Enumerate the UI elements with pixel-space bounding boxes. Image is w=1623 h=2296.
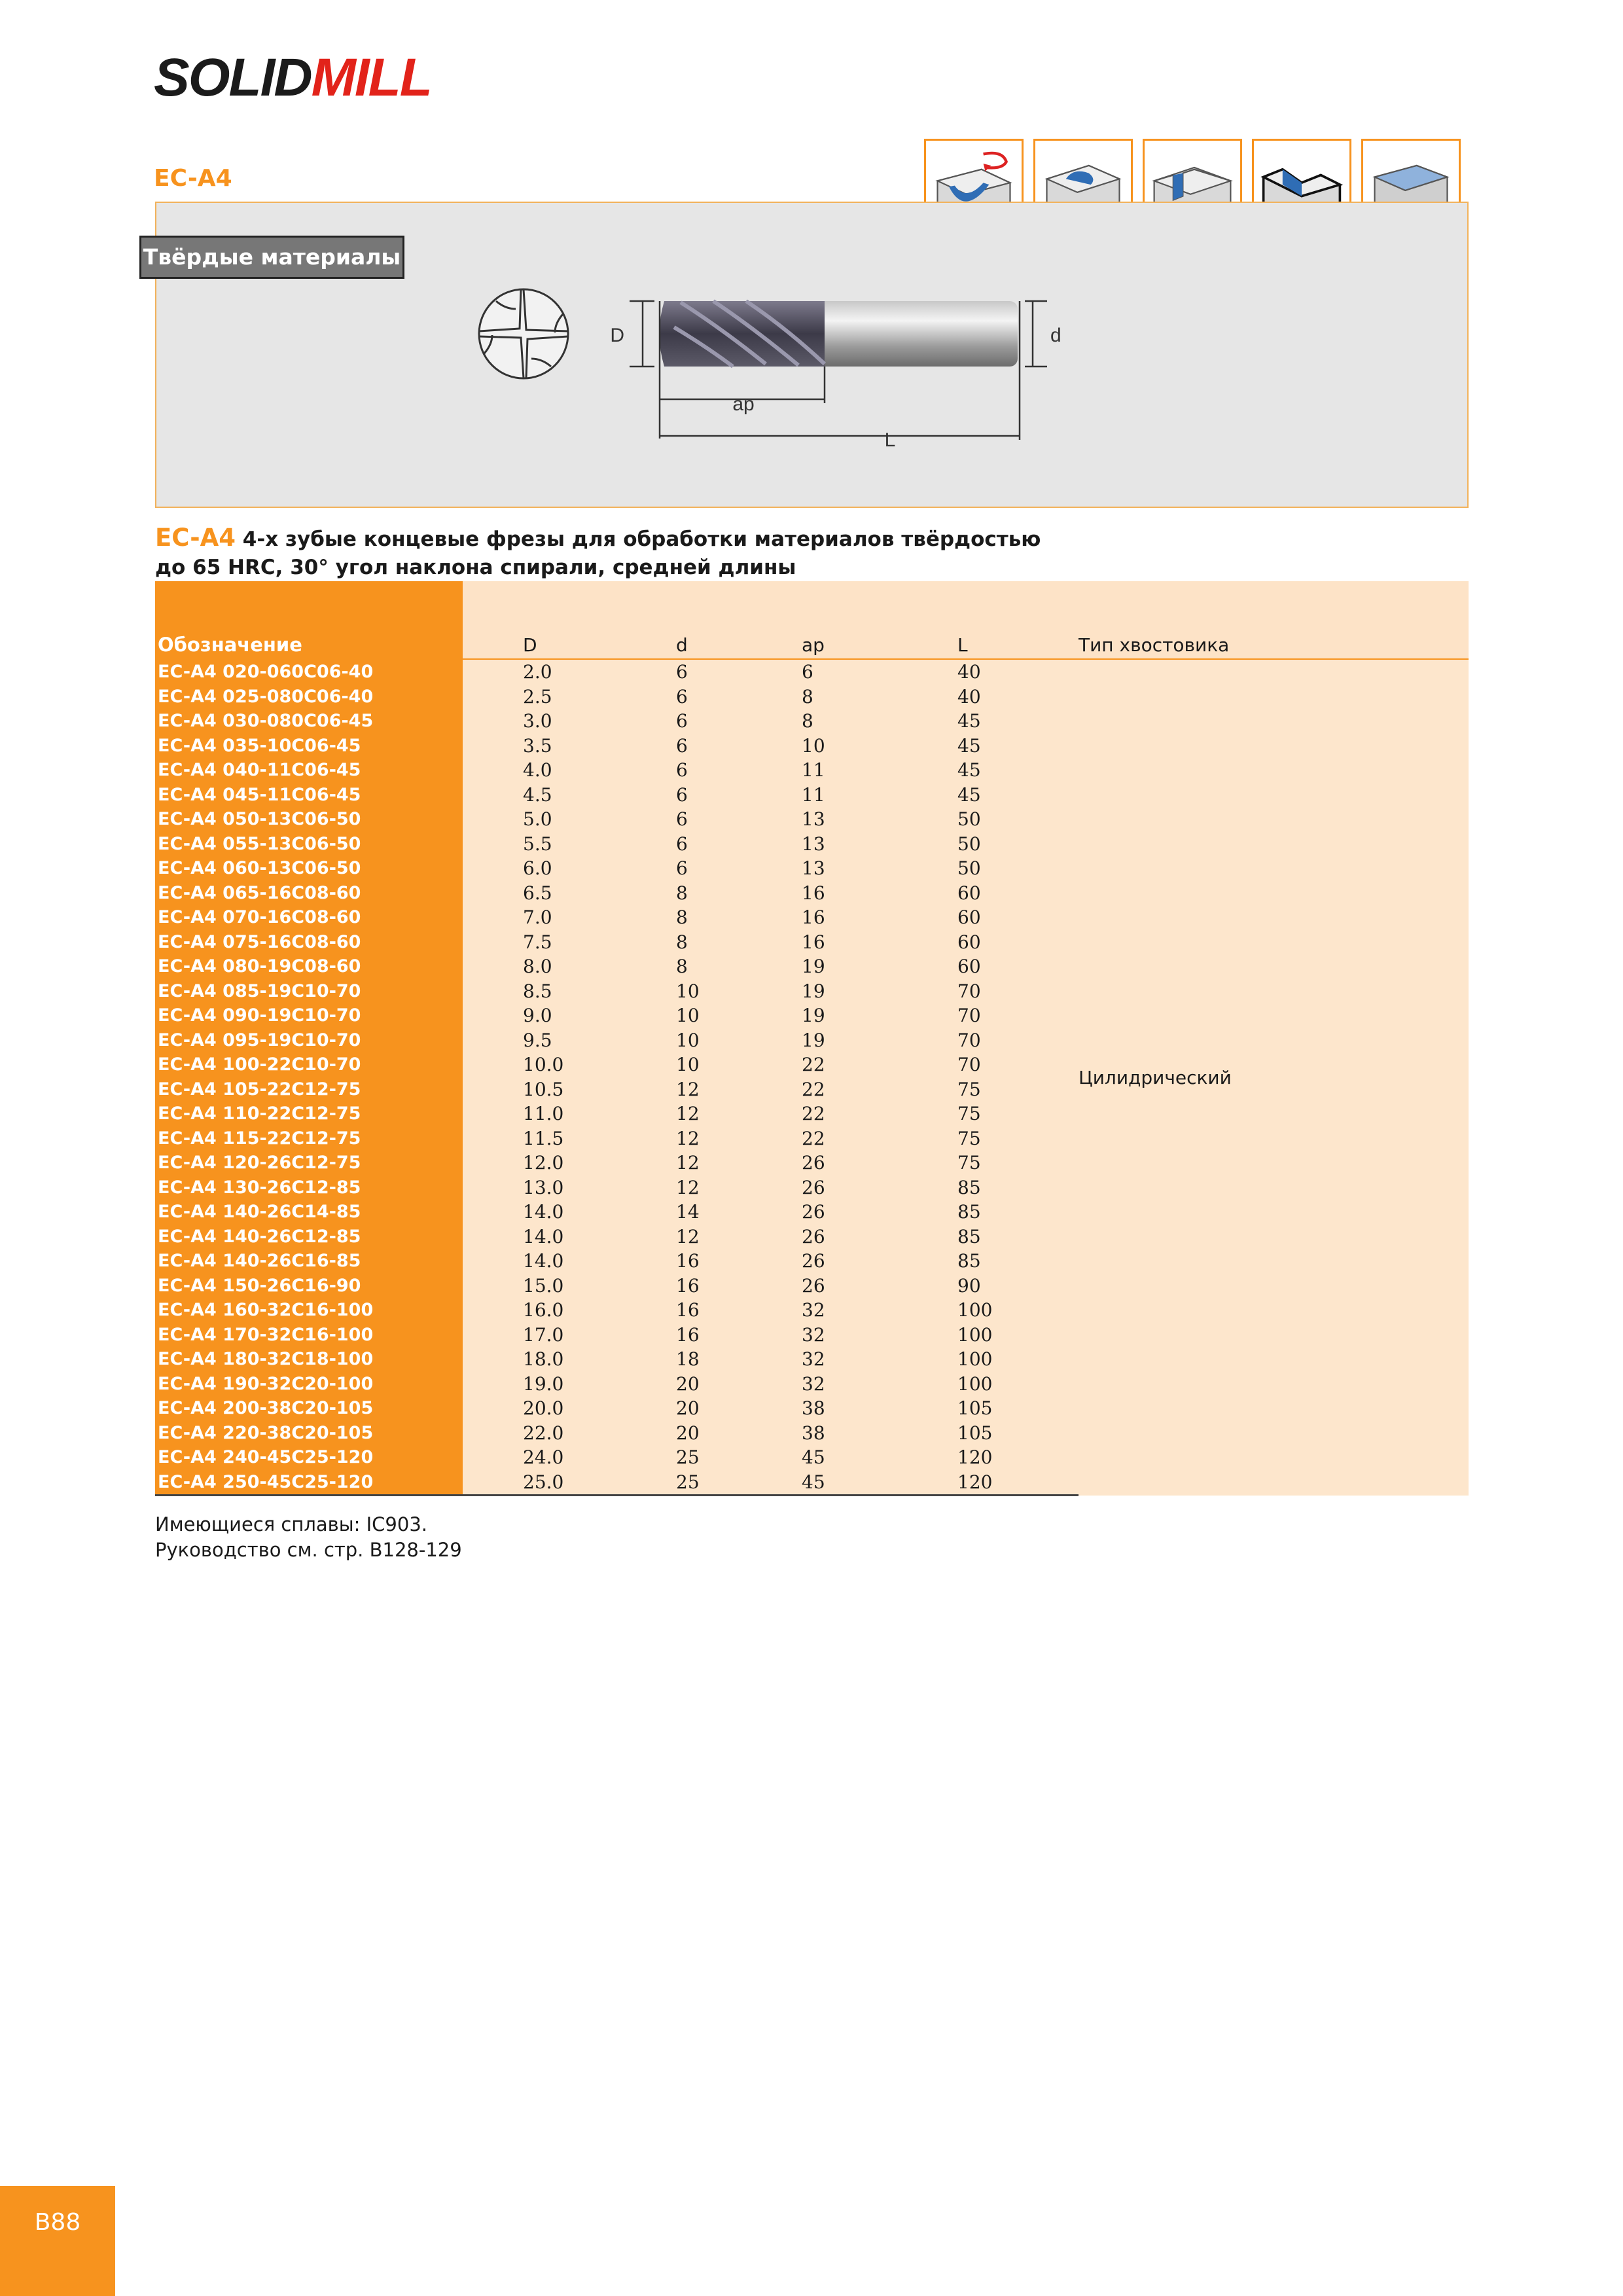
cell-ap: 26 bbox=[802, 1175, 957, 1200]
cell-L: 100 bbox=[957, 1298, 1079, 1323]
brand-logo-part1: SOLID bbox=[154, 48, 312, 107]
cell-d: 16 bbox=[676, 1323, 802, 1348]
cell-d: 6 bbox=[676, 758, 802, 783]
cell-d: 14 bbox=[676, 1200, 802, 1225]
cell-ap: 45 bbox=[802, 1445, 957, 1470]
cell-ap: 32 bbox=[802, 1347, 957, 1372]
dimension-label-d: d bbox=[1050, 325, 1061, 346]
cell-designation: EC-A4 090-19C10-70 bbox=[155, 1003, 463, 1028]
cell-ap: 13 bbox=[802, 807, 957, 832]
cell-designation: EC-A4 115-22C12-75 bbox=[155, 1126, 463, 1151]
cell-L: 100 bbox=[957, 1323, 1079, 1348]
cell-ap: 16 bbox=[802, 881, 957, 906]
cell-d: 10 bbox=[676, 979, 802, 1004]
cell-d: 10 bbox=[676, 1028, 802, 1053]
cell-ap: 45 bbox=[802, 1470, 957, 1496]
cell-D: 2.5 bbox=[463, 685, 676, 709]
cell-L: 45 bbox=[957, 709, 1079, 734]
cell-L: 70 bbox=[957, 1028, 1079, 1053]
cell-ap: 38 bbox=[802, 1396, 957, 1421]
cell-shank-type: Цилидрический bbox=[1079, 659, 1469, 1496]
cell-d: 20 bbox=[676, 1421, 802, 1446]
cell-L: 60 bbox=[957, 881, 1079, 906]
cell-L: 120 bbox=[957, 1445, 1079, 1470]
cell-designation: EC-A4 120-26C12-75 bbox=[155, 1151, 463, 1175]
cell-designation: EC-A4 140-26C12-85 bbox=[155, 1225, 463, 1249]
cell-ap: 22 bbox=[802, 1126, 957, 1151]
cell-D: 5.0 bbox=[463, 807, 676, 832]
cell-designation: EC-A4 190-32C20-100 bbox=[155, 1372, 463, 1397]
cell-D: 8.0 bbox=[463, 954, 676, 979]
cell-d: 12 bbox=[676, 1102, 802, 1126]
cell-D: 11.0 bbox=[463, 1102, 676, 1126]
cell-d: 6 bbox=[676, 709, 802, 734]
cell-designation: EC-A4 180-32C18-100 bbox=[155, 1347, 463, 1372]
cell-designation: EC-A4 100-22C10-70 bbox=[155, 1052, 463, 1077]
dimension-label-L: L bbox=[884, 429, 896, 451]
cell-designation: EC-A4 150-26C16-90 bbox=[155, 1274, 463, 1299]
cell-designation: EC-A4 240-45C25-120 bbox=[155, 1445, 463, 1470]
cell-D: 6.5 bbox=[463, 881, 676, 906]
description-line-1 bbox=[155, 524, 1399, 554]
cell-ap: 19 bbox=[802, 979, 957, 1004]
cell-D: 9.5 bbox=[463, 1028, 676, 1053]
cell-D: 14.0 bbox=[463, 1200, 676, 1225]
cell-D: 13.0 bbox=[463, 1175, 676, 1200]
cell-d: 6 bbox=[676, 659, 802, 685]
cell-L: 40 bbox=[957, 659, 1079, 685]
cell-ap: 26 bbox=[802, 1200, 957, 1225]
cell-d: 6 bbox=[676, 807, 802, 832]
cell-L: 75 bbox=[957, 1126, 1079, 1151]
cell-designation: EC-A4 045-11C06-45 bbox=[155, 783, 463, 808]
cell-d: 16 bbox=[676, 1274, 802, 1299]
cell-L: 85 bbox=[957, 1249, 1079, 1274]
cell-ap: 16 bbox=[802, 930, 957, 955]
cell-L: 50 bbox=[957, 832, 1079, 857]
cell-ap: 19 bbox=[802, 954, 957, 979]
cell-designation: EC-A4 040-11C06-45 bbox=[155, 758, 463, 783]
end-mill-body bbox=[660, 301, 1018, 367]
cell-d: 8 bbox=[676, 881, 802, 906]
cell-ap: 26 bbox=[802, 1225, 957, 1249]
cell-d: 12 bbox=[676, 1175, 802, 1200]
cell-ap: 11 bbox=[802, 758, 957, 783]
cell-ap: 19 bbox=[802, 1028, 957, 1053]
cell-designation: EC-A4 065-16C08-60 bbox=[155, 881, 463, 906]
cell-d: 16 bbox=[676, 1249, 802, 1274]
cell-D: 20.0 bbox=[463, 1396, 676, 1421]
header-shank-type: Тип хвостовика bbox=[1079, 581, 1469, 659]
description-text-1: 4-х зубые концевые фрезы для обработки материалов твёрдостью bbox=[236, 528, 1041, 551]
cell-ap: 26 bbox=[802, 1249, 957, 1274]
cell-L: 70 bbox=[957, 979, 1079, 1004]
cell-designation: EC-A4 170-32C16-100 bbox=[155, 1323, 463, 1348]
cell-L: 50 bbox=[957, 856, 1079, 881]
cell-D: 3.5 bbox=[463, 734, 676, 759]
cell-d: 6 bbox=[676, 783, 802, 808]
cell-designation: EC-A4 055-13C06-50 bbox=[155, 832, 463, 857]
cell-designation: EC-A4 140-26C16-85 bbox=[155, 1249, 463, 1274]
cell-ap: 32 bbox=[802, 1323, 957, 1348]
cell-D: 5.5 bbox=[463, 832, 676, 857]
spec-table bbox=[155, 581, 1469, 1496]
cell-d: 6 bbox=[676, 685, 802, 709]
cell-ap: 16 bbox=[802, 905, 957, 930]
cell-L: 70 bbox=[957, 1003, 1079, 1028]
cell-d: 18 bbox=[676, 1347, 802, 1372]
footnotes bbox=[155, 1512, 462, 1563]
cell-designation: EC-A4 060-13C06-50 bbox=[155, 856, 463, 881]
cell-L: 60 bbox=[957, 930, 1079, 955]
cell-ap: 8 bbox=[802, 685, 957, 709]
table-row bbox=[155, 659, 1469, 685]
header-d: d bbox=[676, 581, 802, 659]
description-line-2: до 65 HRC, 30° угол наклона спирали, средней длины bbox=[155, 556, 796, 579]
cell-d: 12 bbox=[676, 1225, 802, 1249]
cell-d: 10 bbox=[676, 1003, 802, 1028]
cell-designation: EC-A4 095-19C10-70 bbox=[155, 1028, 463, 1053]
cell-D: 17.0 bbox=[463, 1323, 676, 1348]
cell-ap: 22 bbox=[802, 1077, 957, 1102]
header-ap: ap bbox=[802, 581, 957, 659]
cell-designation: EC-A4 050-13C06-50 bbox=[155, 807, 463, 832]
cell-L: 60 bbox=[957, 954, 1079, 979]
cell-d: 6 bbox=[676, 734, 802, 759]
dimension-label-D: D bbox=[610, 325, 624, 346]
cell-ap: 22 bbox=[802, 1052, 957, 1077]
cell-L: 120 bbox=[957, 1470, 1079, 1496]
cell-d: 25 bbox=[676, 1445, 802, 1470]
material-tag: Твёрдые материалы bbox=[139, 236, 404, 279]
brand-logo-part2: MILL bbox=[311, 48, 431, 107]
cell-L: 105 bbox=[957, 1421, 1079, 1446]
cell-d: 12 bbox=[676, 1126, 802, 1151]
cell-designation: EC-A4 110-22C12-75 bbox=[155, 1102, 463, 1126]
cell-designation: EC-A4 070-16C08-60 bbox=[155, 905, 463, 930]
cell-D: 2.0 bbox=[463, 659, 676, 685]
note-alloys: Имеющиеся сплавы: IC903. bbox=[155, 1513, 427, 1535]
cell-L: 45 bbox=[957, 758, 1079, 783]
cell-d: 12 bbox=[676, 1077, 802, 1102]
cell-d: 25 bbox=[676, 1470, 802, 1496]
product-description bbox=[155, 524, 1399, 582]
cell-designation: EC-A4 080-19C08-60 bbox=[155, 954, 463, 979]
cell-D: 11.5 bbox=[463, 1126, 676, 1151]
cell-designation: EC-A4 140-26C14-85 bbox=[155, 1200, 463, 1225]
cell-D: 12.0 bbox=[463, 1151, 676, 1175]
header-L: L bbox=[957, 581, 1079, 659]
cell-L: 70 bbox=[957, 1052, 1079, 1077]
cell-d: 20 bbox=[676, 1396, 802, 1421]
cell-ap: 11 bbox=[802, 783, 957, 808]
cell-D: 10.0 bbox=[463, 1052, 676, 1077]
cell-designation: EC-A4 160-32C16-100 bbox=[155, 1298, 463, 1323]
cell-ap: 10 bbox=[802, 734, 957, 759]
cell-designation: EC-A4 085-19C10-70 bbox=[155, 979, 463, 1004]
cell-L: 100 bbox=[957, 1372, 1079, 1397]
cell-ap: 6 bbox=[802, 659, 957, 685]
cell-designation: EC-A4 200-38C20-105 bbox=[155, 1396, 463, 1421]
dimension-label-ap: ap bbox=[732, 393, 755, 415]
cell-ap: 22 bbox=[802, 1102, 957, 1126]
cell-L: 85 bbox=[957, 1225, 1079, 1249]
cell-D: 14.0 bbox=[463, 1225, 676, 1249]
cell-L: 75 bbox=[957, 1102, 1079, 1126]
cell-L: 75 bbox=[957, 1151, 1079, 1175]
page-number: B88 bbox=[34, 2209, 81, 2236]
cell-ap: 13 bbox=[802, 832, 957, 857]
cell-designation: EC-A4 250-45C25-120 bbox=[155, 1470, 463, 1496]
cell-designation: EC-A4 105-22C12-75 bbox=[155, 1077, 463, 1102]
cell-D: 24.0 bbox=[463, 1445, 676, 1470]
cell-D: 18.0 bbox=[463, 1347, 676, 1372]
cell-ap: 32 bbox=[802, 1372, 957, 1397]
cell-D: 4.0 bbox=[463, 758, 676, 783]
cell-L: 50 bbox=[957, 807, 1079, 832]
cell-L: 75 bbox=[957, 1077, 1079, 1102]
cell-ap: 13 bbox=[802, 856, 957, 881]
cell-L: 45 bbox=[957, 734, 1079, 759]
section-title: EC-A4 bbox=[154, 165, 232, 192]
cell-d: 8 bbox=[676, 954, 802, 979]
table-header-row bbox=[155, 581, 1469, 659]
cell-d: 16 bbox=[676, 1298, 802, 1323]
note-guide: Руководство см. стр. B128-129 bbox=[155, 1539, 462, 1561]
cell-D: 3.0 bbox=[463, 709, 676, 734]
cell-D: 7.5 bbox=[463, 930, 676, 955]
cell-L: 45 bbox=[957, 783, 1079, 808]
brand-logo bbox=[154, 48, 431, 107]
cell-designation: EC-A4 075-16C08-60 bbox=[155, 930, 463, 955]
cell-ap: 26 bbox=[802, 1151, 957, 1175]
cell-d: 6 bbox=[676, 856, 802, 881]
cell-ap: 19 bbox=[802, 1003, 957, 1028]
cell-L: 100 bbox=[957, 1347, 1079, 1372]
cell-designation: EC-A4 220-38C20-105 bbox=[155, 1421, 463, 1446]
cell-D: 22.0 bbox=[463, 1421, 676, 1446]
cell-ap: 8 bbox=[802, 709, 957, 734]
cell-d: 12 bbox=[676, 1151, 802, 1175]
cell-L: 90 bbox=[957, 1274, 1079, 1299]
cell-D: 15.0 bbox=[463, 1274, 676, 1299]
cell-D: 9.0 bbox=[463, 1003, 676, 1028]
cell-D: 6.0 bbox=[463, 856, 676, 881]
cell-D: 16.0 bbox=[463, 1298, 676, 1323]
cell-L: 85 bbox=[957, 1175, 1079, 1200]
cell-D: 19.0 bbox=[463, 1372, 676, 1397]
cell-D: 10.5 bbox=[463, 1077, 676, 1102]
cell-ap: 38 bbox=[802, 1421, 957, 1446]
cell-designation: EC-A4 025-080C06-40 bbox=[155, 685, 463, 709]
cell-ap: 32 bbox=[802, 1298, 957, 1323]
cell-D: 4.5 bbox=[463, 783, 676, 808]
cell-designation: EC-A4 020-060C06-40 bbox=[155, 659, 463, 685]
cell-d: 10 bbox=[676, 1052, 802, 1077]
cell-L: 85 bbox=[957, 1200, 1079, 1225]
cell-D: 14.0 bbox=[463, 1249, 676, 1274]
cell-designation: EC-A4 130-26C12-85 bbox=[155, 1175, 463, 1200]
description-code: EC-A4 bbox=[155, 524, 236, 552]
cell-designation: EC-A4 030-080C06-45 bbox=[155, 709, 463, 734]
cell-designation: EC-A4 035-10C06-45 bbox=[155, 734, 463, 759]
cell-D: 8.5 bbox=[463, 979, 676, 1004]
header-designation: Обозначение bbox=[155, 581, 463, 659]
cell-L: 40 bbox=[957, 685, 1079, 709]
end-mill-drawing bbox=[458, 275, 1178, 465]
cell-D: 25.0 bbox=[463, 1470, 676, 1496]
cell-L: 105 bbox=[957, 1396, 1079, 1421]
cell-d: 8 bbox=[676, 930, 802, 955]
header-D: D bbox=[463, 581, 676, 659]
cross-section-view bbox=[479, 289, 568, 378]
cell-d: 8 bbox=[676, 905, 802, 930]
cell-d: 6 bbox=[676, 832, 802, 857]
cell-D: 7.0 bbox=[463, 905, 676, 930]
cell-ap: 26 bbox=[802, 1274, 957, 1299]
page-number-tab bbox=[0, 2186, 115, 2296]
cell-d: 20 bbox=[676, 1372, 802, 1397]
cell-L: 60 bbox=[957, 905, 1079, 930]
